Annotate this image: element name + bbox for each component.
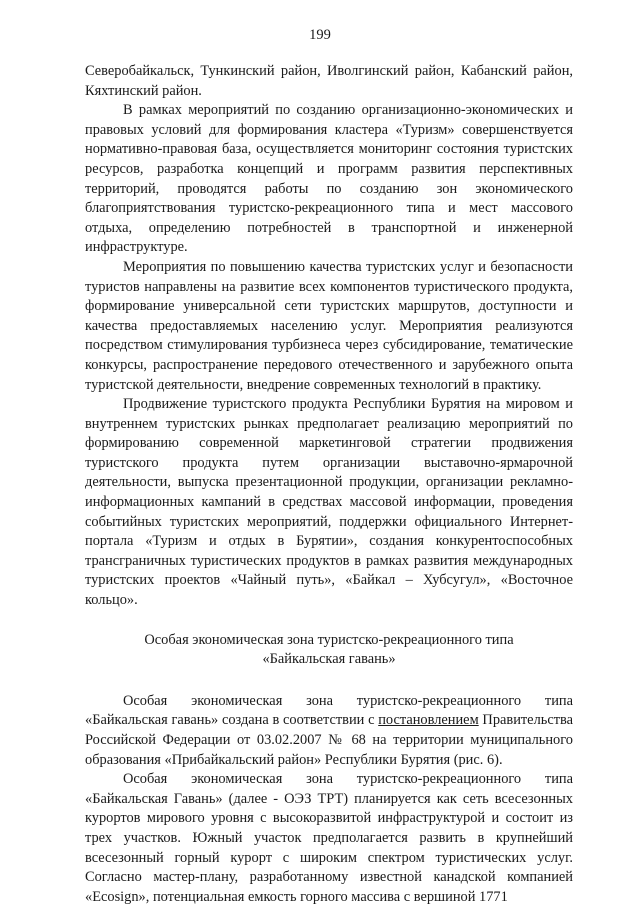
page-number: 199: [309, 27, 331, 43]
paragraph-sez-decree: [85, 692, 573, 770]
document-body: [85, 62, 573, 907]
decree-link[interactable]: постановлением: [378, 712, 479, 729]
section-heading-line-1: Особая экономическая зона туристско-рекреационного типа: [144, 631, 514, 648]
paragraph-service-quality: Мероприятия по повышению качества туристских услуг и безопасности туристов направлены на развитие всех компонентов туристического продукта, формирование универсальной сети туристских маршрутов, доступности и качества предоставляемых населению услуг. Мероприятия реализуются посредством стимулирования турбизнеса через субсидирование, тематические конкурсы, распространение передового отечественного и зарубежного опыта туристской деятельности, внедрение современных технологий в практику.: [85, 258, 573, 393]
paragraph-product-promotion: Продвижение туристского продукта Республики Бурятия на мировом и внутреннем туристских рынках предполагает реализацию мероприятий по формированию современной маркетинговой стратегии продвижения туристского продукта путем организации выставочно-ярмарочной деятельности, выпуска презентационной продукции, организации рекламно-информационных кампаний в средствах массовой информации, проведения событийных туристских мероприятий, поддержки официального Интернет-портала «Туризм и отдых в Бурятии», создания конкурентоспособных трансграничных туристических продуктов в рамках развития международных туристских проектов «Чайный путь», «Байкал – Хубсугул», «Восточное кольцо».: [85, 396, 573, 609]
section-heading: [85, 631, 573, 670]
decree-text-after: Правительства Российской Федерации от 03.02.2007 № 68 на территории муниципального образования «Прибайкальский район» Республики Бурятия (рис. 6).: [85, 712, 573, 768]
paragraph-cluster-conditions: В рамках мероприятий по созданию организационно-экономических и правовых условий для формирования кластера «Туризм» совершенствуется нормативно-правовая база, осуществляется мониторинг состояния туристских ресурсов, разработка концепций и программ развития перспективных территорий, проводятся работы по созданию зон экономического благоприятствования туристско-рекреационного типа и мест массового отдыха, определению потребностей в транспортной и инженерной инфраструктуре.: [85, 102, 573, 256]
decree-text-before: Особая экономическая зона туристско-рекреационного типа «Байкальская гавань» создана в соответствии с: [85, 692, 573, 729]
section-heading-line-2: «Байкальская гавань»: [262, 651, 396, 668]
paragraph-sez-description: Особая экономическая зона туристско-рекреационного типа «Байкальская Гавань» (далее - ОЭЗ ТРТ) планируется как сеть всесезонных курортов мирового уровня с высокоразвитой инфраструктурой и состоит из трех участков. Южный участок предполагается развить в крупнейший всесезонный горный курорт с широким спектром туристических услуг. Согласно мастер-плану, разработанному известной канадской компанией «Ecosign», потенциальная емкость горного массива с вершиной 1771: [85, 771, 573, 905]
paragraph-continuation: Северобайкальск, Тункинский район, Иволгинский район, Кабанский район, Кяхтинский район.: [85, 63, 573, 99]
